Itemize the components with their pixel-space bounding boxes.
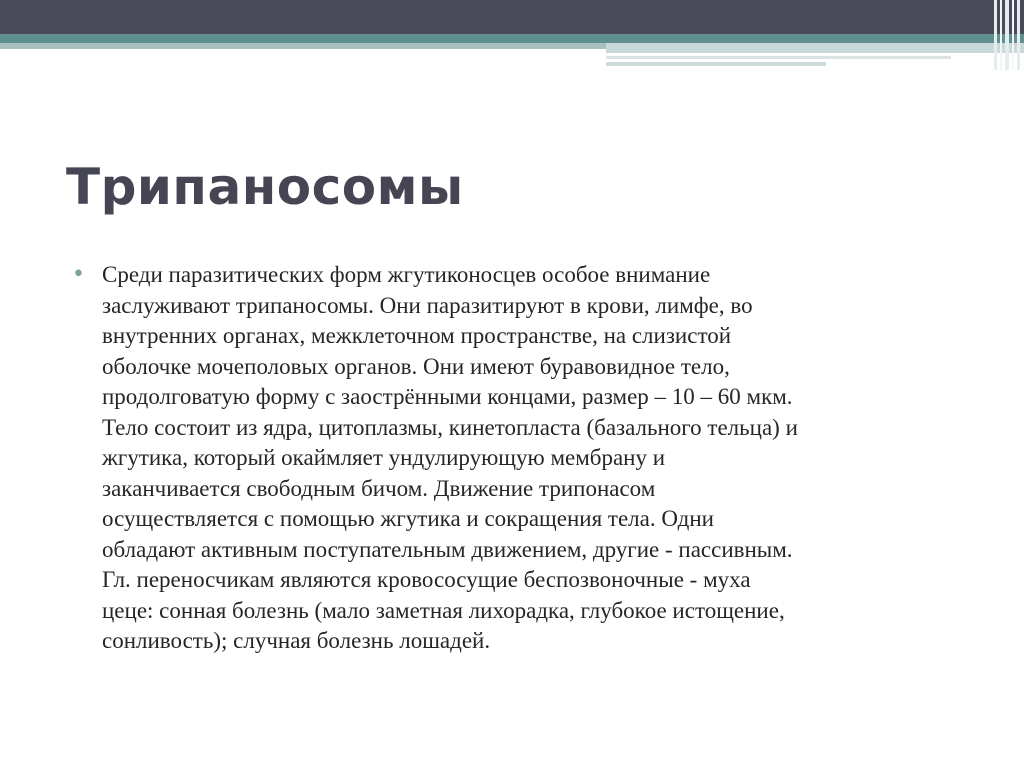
paragraph-line: осуществляется с помощью жгутика и сокращения тела. Одни <box>102 506 714 531</box>
paragraph-line: продолговатую форму с заострёнными концами, размер – 10 – 60 мкм. <box>102 384 793 409</box>
edge-stripe <box>1005 0 1009 70</box>
paragraph-line: внутренних органах, межклеточном пространстве, на слизистой <box>102 323 732 348</box>
edge-stripe <box>1012 0 1014 70</box>
paragraph-line: Тело состоит из ядра, цитоплазмы, кинетопласта (базального тельца) и <box>102 414 798 440</box>
paragraph-line: Гл. переносчикам являются кровососущие беспозвоночные - муха <box>102 567 751 592</box>
header-band-teal <box>0 34 1024 43</box>
paragraph-line: заканчивается свободным бичом. Движение трипонасом <box>102 475 656 501</box>
paragraph-line: жгутика, который окаймляет ундулирующую мембрану и <box>102 445 666 470</box>
paragraph-line: сонливость); случная болезнь лошадей. <box>102 628 491 653</box>
edge-stripe <box>1000 0 1002 70</box>
slide-title: Трипаносомы <box>66 158 464 216</box>
bullet-icon: • <box>72 262 85 287</box>
paragraph-line: Среди паразитических форм жгутиконосцев особое внимание <box>102 262 711 287</box>
header-band-dark <box>0 0 1024 34</box>
paragraph-line: оболочке мочеполовых органов. Они имеют буравовидное тело, <box>102 353 730 379</box>
header-band-light-right <box>606 43 1024 53</box>
edge-stripe <box>994 0 997 70</box>
bullet-paragraph <box>102 260 970 657</box>
paragraph-line: обладают активным поступательным движением, другие - пассивным. <box>102 536 793 562</box>
header-accent-line <box>606 56 951 59</box>
edge-stripe <box>1017 0 1020 70</box>
paragraph-line: заслуживают трипаносомы. Они паразитируют в крови, лимфе, во <box>102 292 753 318</box>
header-accent-line-short <box>606 62 826 66</box>
paragraph-line: цеце: сонная болезнь (мало заметная лихорадка, глубокое истощение, <box>102 597 785 623</box>
header-band-light <box>0 43 606 49</box>
